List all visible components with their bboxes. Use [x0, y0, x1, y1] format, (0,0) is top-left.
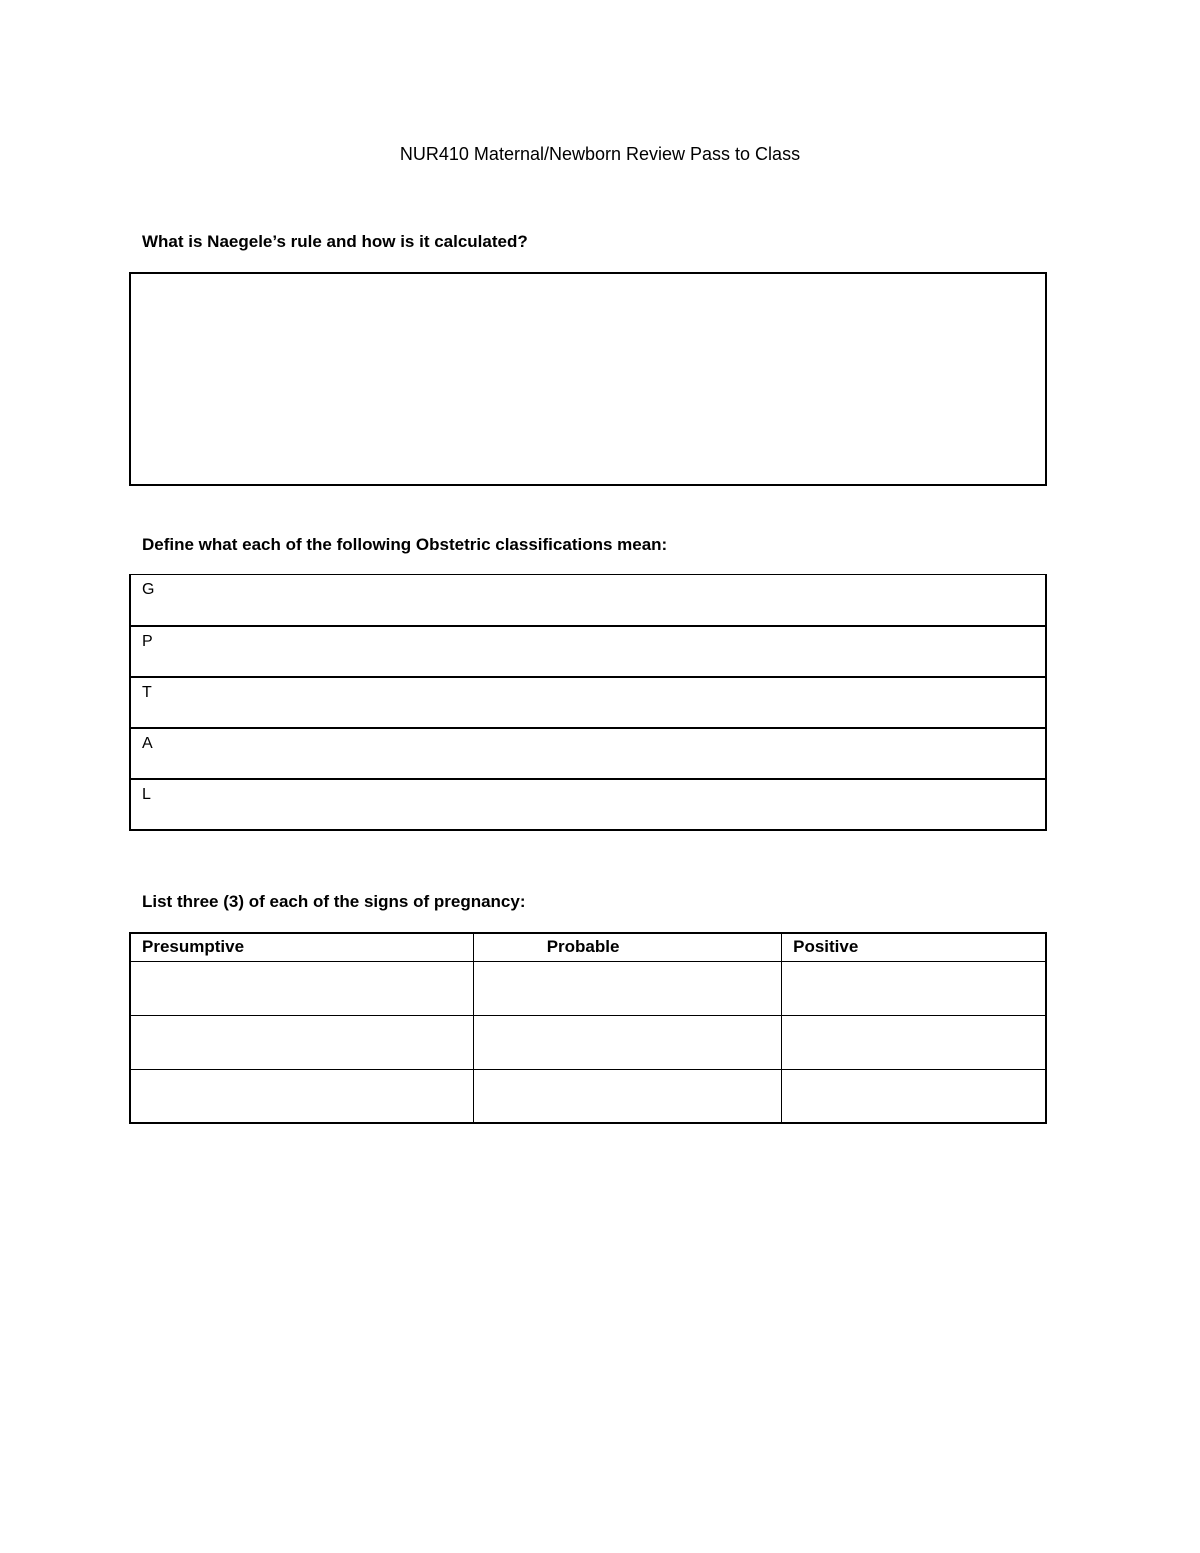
table-row	[130, 961, 1046, 1015]
classification-label: A	[142, 734, 153, 752]
classification-cell-t[interactable]	[130, 677, 1046, 728]
presumptive-cell[interactable]	[130, 1069, 473, 1123]
classification-label: T	[142, 683, 152, 701]
table-header-row	[130, 933, 1046, 961]
classification-cell-l[interactable]	[130, 779, 1046, 830]
classification-label: L	[142, 785, 151, 803]
classification-label: P	[142, 632, 153, 650]
naegele-answer-box[interactable]	[129, 272, 1047, 486]
presumptive-cell[interactable]	[130, 1015, 473, 1069]
positive-cell[interactable]	[782, 1069, 1046, 1123]
column-header-probable: Probable	[473, 933, 781, 961]
classification-cell-a[interactable]	[130, 728, 1046, 779]
table-row	[130, 779, 1046, 830]
column-header-presumptive: Presumptive	[130, 933, 473, 961]
probable-cell[interactable]	[473, 961, 781, 1015]
table-row	[130, 626, 1046, 677]
obstetric-question: Define what each of the following Obstetric classifications mean:	[142, 535, 668, 554]
presumptive-cell[interactable]	[130, 961, 473, 1015]
table-row	[130, 677, 1046, 728]
classification-cell-g[interactable]	[130, 575, 1046, 626]
document-title: NUR410 Maternal/Newborn Review Pass to Class	[399, 144, 801, 164]
table-row	[130, 575, 1046, 626]
naegele-question: What is Naegele’s rule and how is it calculated?	[142, 232, 528, 251]
probable-cell[interactable]	[473, 1069, 781, 1123]
table-row	[130, 1069, 1046, 1123]
classification-cell-p[interactable]	[130, 626, 1046, 677]
column-header-positive: Positive	[782, 933, 1046, 961]
table-row	[130, 728, 1046, 779]
classification-label: G	[142, 581, 155, 598]
pregnancy-signs-table	[129, 932, 1047, 1124]
probable-cell[interactable]	[473, 1015, 781, 1069]
positive-cell[interactable]	[782, 1015, 1046, 1069]
positive-cell[interactable]	[782, 961, 1046, 1015]
obstetric-classification-table	[129, 574, 1047, 831]
signs-question: List three (3) of each of the signs of pregnancy:	[142, 892, 526, 911]
table-row	[130, 1015, 1046, 1069]
